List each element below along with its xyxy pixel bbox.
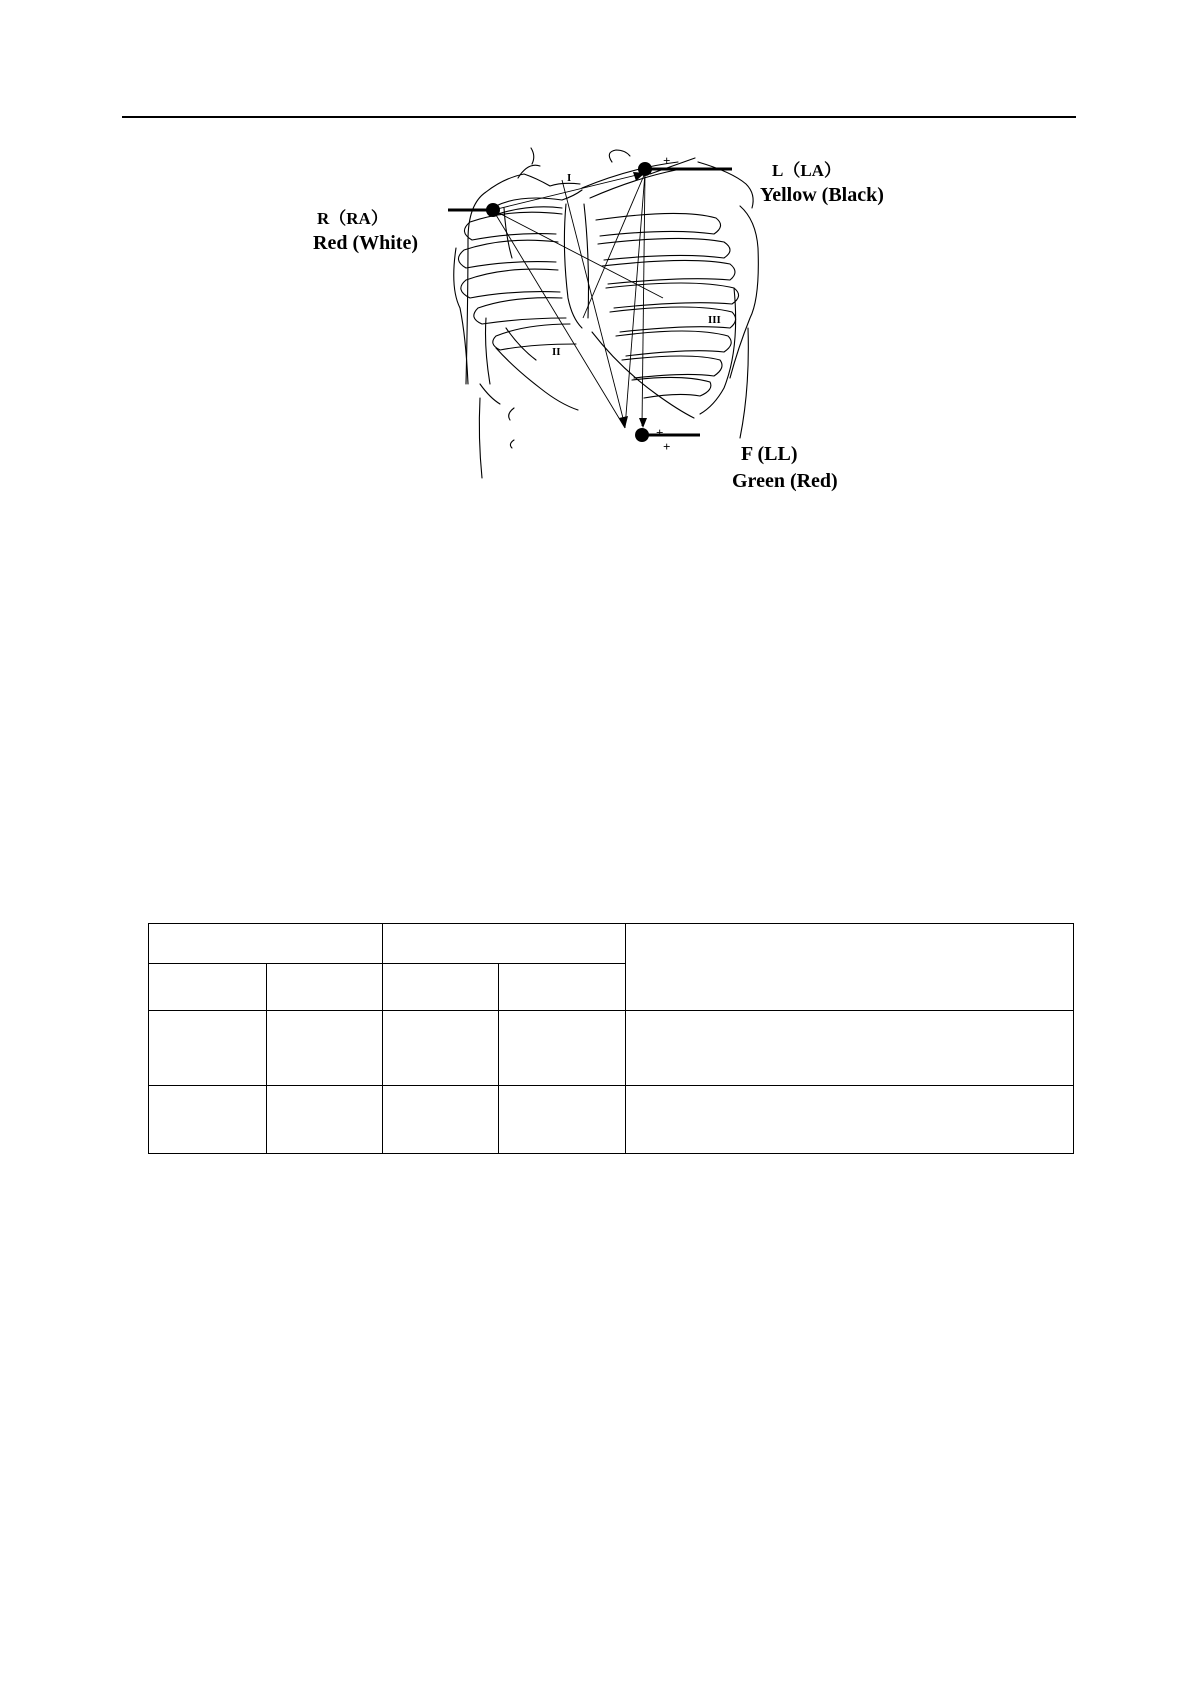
table-subheader-cell	[499, 964, 626, 1011]
lead-ii-label: II	[552, 346, 561, 358]
table-row	[149, 1086, 1074, 1154]
header-rule	[122, 116, 1076, 118]
la-electrode-code: L（LA）	[772, 161, 841, 180]
table-header-cell	[149, 924, 383, 964]
table-cell	[499, 1086, 626, 1154]
table-cell	[267, 1011, 383, 1086]
table-cell	[383, 1011, 499, 1086]
table-header-cell	[383, 924, 626, 964]
electrode-color-table	[148, 923, 1074, 1154]
ra-electrode-color: Red (White)	[313, 232, 418, 254]
table-cell	[626, 1011, 1074, 1086]
table-cell	[626, 1086, 1074, 1154]
ra-electrode-dot	[486, 203, 500, 217]
la-electrode-color: Yellow (Black)	[760, 184, 884, 206]
table-cell	[149, 1011, 267, 1086]
table-subheader-cell	[383, 964, 499, 1011]
lead-iii-label: III	[708, 314, 721, 326]
ll-electrode-dot	[635, 428, 649, 442]
ll-plus-sign-right: +	[656, 425, 664, 440]
ll-electrode-code: F (LL)	[741, 443, 798, 465]
table-subheader-cell	[149, 964, 267, 1011]
electrode-placement-figure	[300, 148, 920, 500]
table-header-row	[149, 924, 1074, 964]
table-cell	[383, 1086, 499, 1154]
la-plus-sign: +	[663, 153, 671, 168]
table-header-cell	[626, 924, 1074, 1011]
la-electrode-dot	[638, 162, 652, 176]
lead-i-label: I	[567, 172, 572, 184]
ll-plus-sign-left: +	[663, 439, 671, 454]
table-row	[149, 1011, 1074, 1086]
table-cell	[149, 1086, 267, 1154]
table-cell	[267, 1086, 383, 1154]
table-cell	[499, 1011, 626, 1086]
ra-electrode-code: R（RA）	[317, 209, 388, 228]
ll-electrode-color: Green (Red)	[732, 470, 838, 492]
table-subheader-cell	[267, 964, 383, 1011]
